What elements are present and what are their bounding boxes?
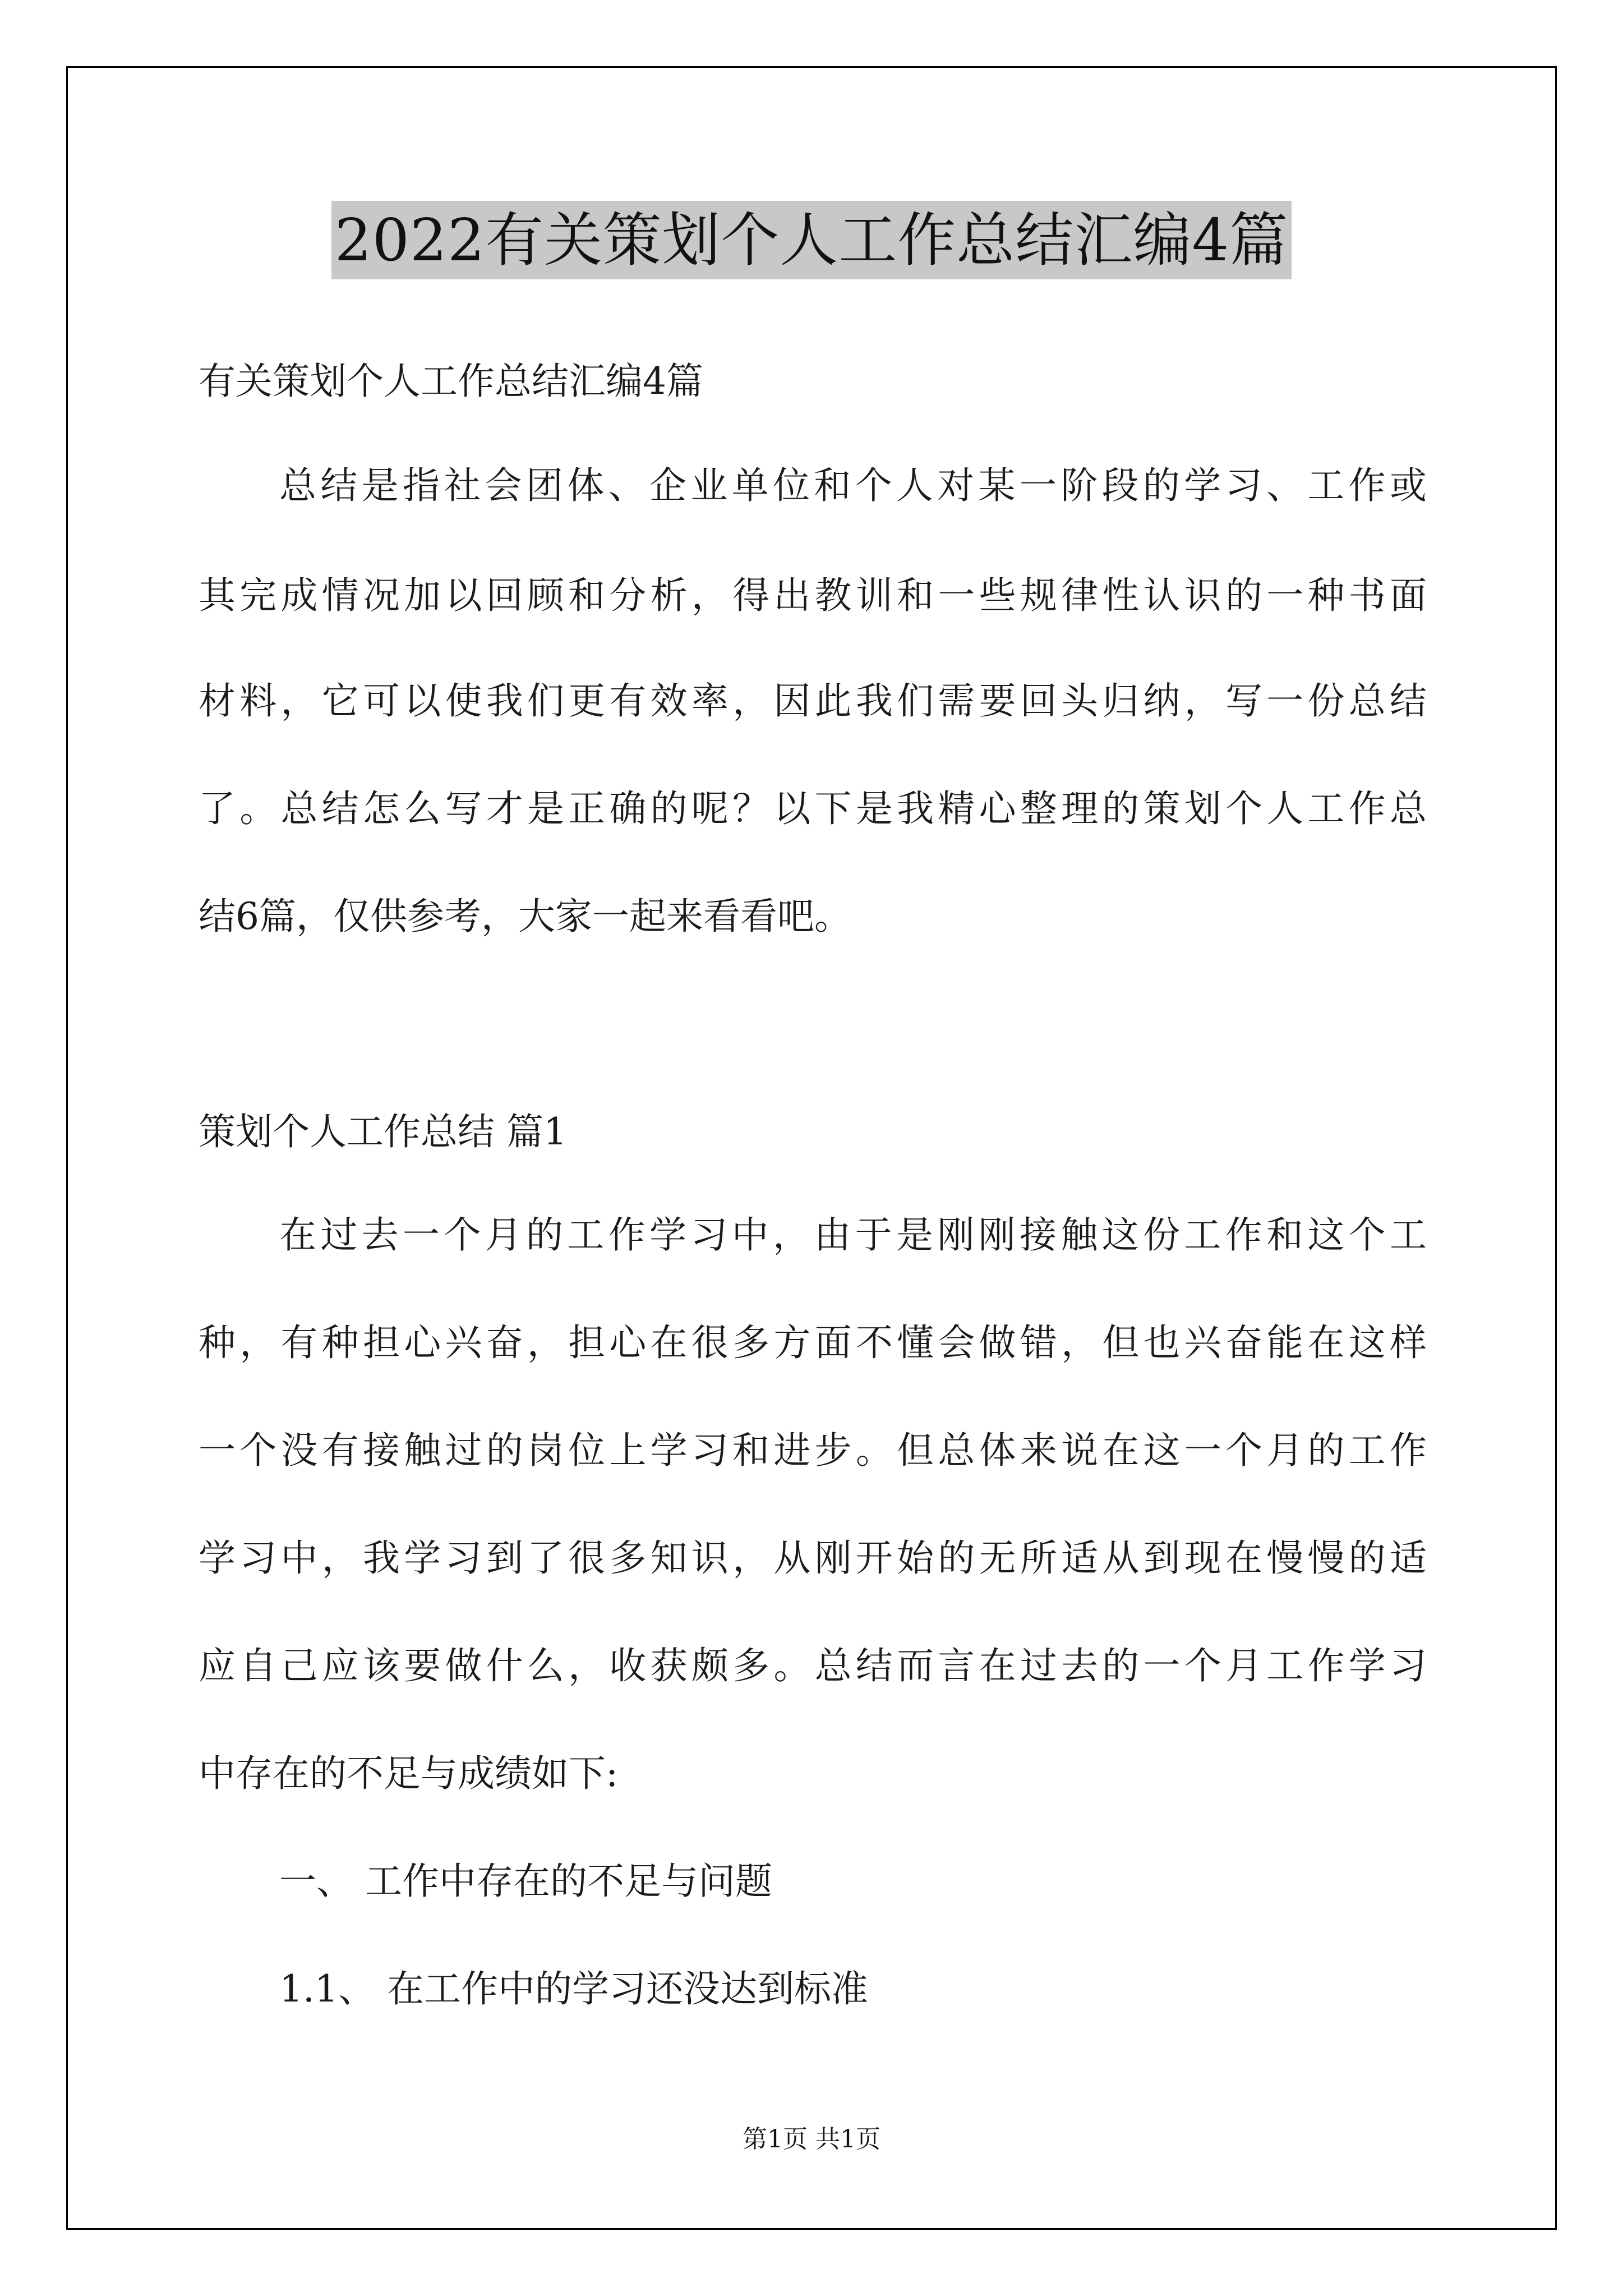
intro-line-3: 材料，它可以使我们更有效率，因此我们需要回头归纳，写一份总结 [199, 679, 1427, 723]
page-footer: 第1页 共1页 [743, 2125, 880, 2154]
title-container [0, 201, 1623, 279]
intro-line-2: 其完成情况加以回顾和分析，得出教训和一些规律性认识的一种书面 [199, 574, 1427, 617]
section-line-4: 学习中，我学习到了很多知识，从刚开始的无所适从到现在慢慢的适 [199, 1536, 1427, 1580]
section-line-3: 一个没有接触过的岗位上学习和进步。但总体来说在这一个月的工作 [199, 1429, 1427, 1472]
list-item-1: 一、 工作中存在的不足与问题 [279, 1860, 772, 1903]
list-item-1-1: 1.1、 在工作中的学习还没达到标准 [279, 1967, 868, 2010]
intro-line-5: 结6篇，仅供参考，大家一起来看看吧。 [199, 895, 851, 938]
document-title: 2022有关策划个人工作总结汇编4篇 [331, 201, 1292, 279]
section-heading: 策划个人工作总结 篇1 [199, 1110, 567, 1153]
intro-line-4: 了。总结怎么写才是正确的呢？以下是我精心整理的策划个人工作总 [199, 787, 1427, 830]
section-line-6: 中存在的不足与成绩如下: [199, 1752, 619, 1795]
intro-line-1: 总结是指社会团体、企业单位和个人对某一阶段的学习、工作或 [279, 464, 1427, 507]
section-line-2: 种，有种担心兴奋，担心在很多方面不懂会做错，但也兴奋能在这样 [199, 1321, 1427, 1364]
section-line-5: 应自己应该要做什么，收获颇多。总结而言在过去的一个月工作学习 [199, 1644, 1427, 1687]
document-subtitle: 有关策划个人工作总结汇编4篇 [199, 360, 703, 403]
section-line-1: 在过去一个月的工作学习中，由于是刚刚接触这份工作和这个工 [279, 1213, 1427, 1257]
